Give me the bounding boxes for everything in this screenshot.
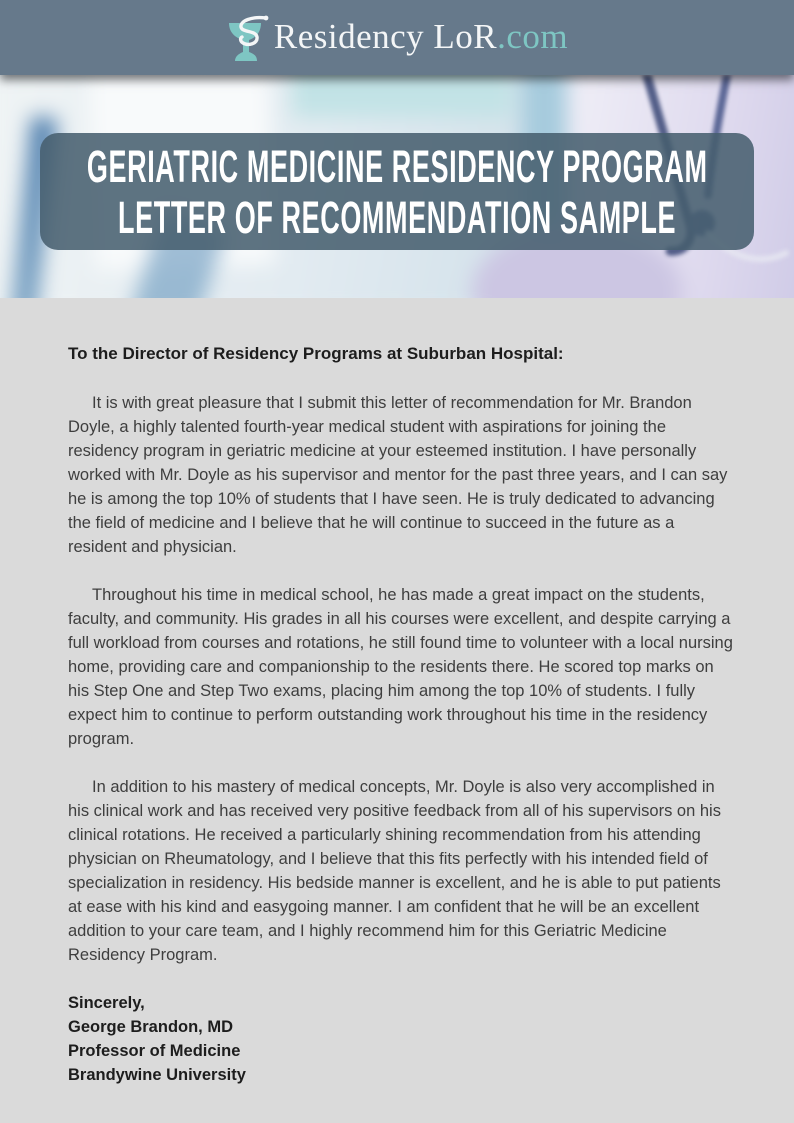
- letter-paragraph-3: In addition to his mastery of medical concepts, Mr. Doyle is also very accomplished in his clinical work and has received very positive feedback from all of his supervisors on his clinical rotations. He received a particularly shining recommendation from his attending physician on Rheumatology, and I believe that this fits perfectly with his intended field of specialization in residency. His bedside manner is excellent, and he is able to put patients at ease with his kind and easygoing manner. I am confident that he will be an excellent addition to your care team, and I highly recommend him for this Geriatric Medicine Residency Program.: [68, 778, 721, 964]
- logo-tld-text: .com: [497, 16, 569, 56]
- title-banner: [40, 133, 754, 250]
- hygieia-bowl-icon: [226, 14, 270, 64]
- letter-paragraph-1: It is with great pleasure that I submit this letter of recommendation for Mr. Brandon Doyle, a highly talented fourth-year medical student with aspirations for joining the residency program in geriatric medicine at your esteemed institution. I have personally worked with Mr. Doyle as his supervisor and mentor for the past three years, and I can say he is among the top 10% of students that I have seen. He is truly dedicated to advancing the field of medicine and I believe that he will continue to succeed in the future as a resident and physician.: [68, 394, 728, 556]
- signature-name: George Brandon, MD: [68, 1018, 234, 1036]
- page-title-line-2: LETTER OF RECOMMENDATION SAMPLE: [117, 191, 677, 243]
- signature-institution: Brandywine University: [68, 1066, 246, 1084]
- letter-salutation: To the Director of Residency Programs at Suburban Hospital:: [68, 344, 564, 363]
- letter-paragraph-2: Throughout his time in medical school, he has made a great impact on the students, faculty, and community. His grades in all his courses were excellent, and despite carrying a full workload from courses and rotations, he still found time to volunteer with a local nursing home, providing care and companionship to the residents there. He scored top marks on his Step One and Step Two exams, placing him among the top 10% of students. I fully expect him to continue to perform outstanding work throughout his time in the residency program.: [68, 586, 733, 748]
- hero-section: [0, 75, 794, 298]
- letter-section: [0, 298, 794, 1117]
- signature-closing: Sincerely,: [68, 994, 145, 1012]
- page-title-line-1: GERIATRIC MEDICINE RESIDENCY PROGRAM: [86, 140, 708, 192]
- site-header: [0, 0, 794, 75]
- logo-brand: Residency LoR: [273, 16, 498, 56]
- signature-block: [68, 991, 736, 1087]
- signature-title: Professor of Medicine: [68, 1042, 241, 1060]
- logo-brand-text: [274, 12, 568, 62]
- logo-link[interactable]: [226, 12, 568, 64]
